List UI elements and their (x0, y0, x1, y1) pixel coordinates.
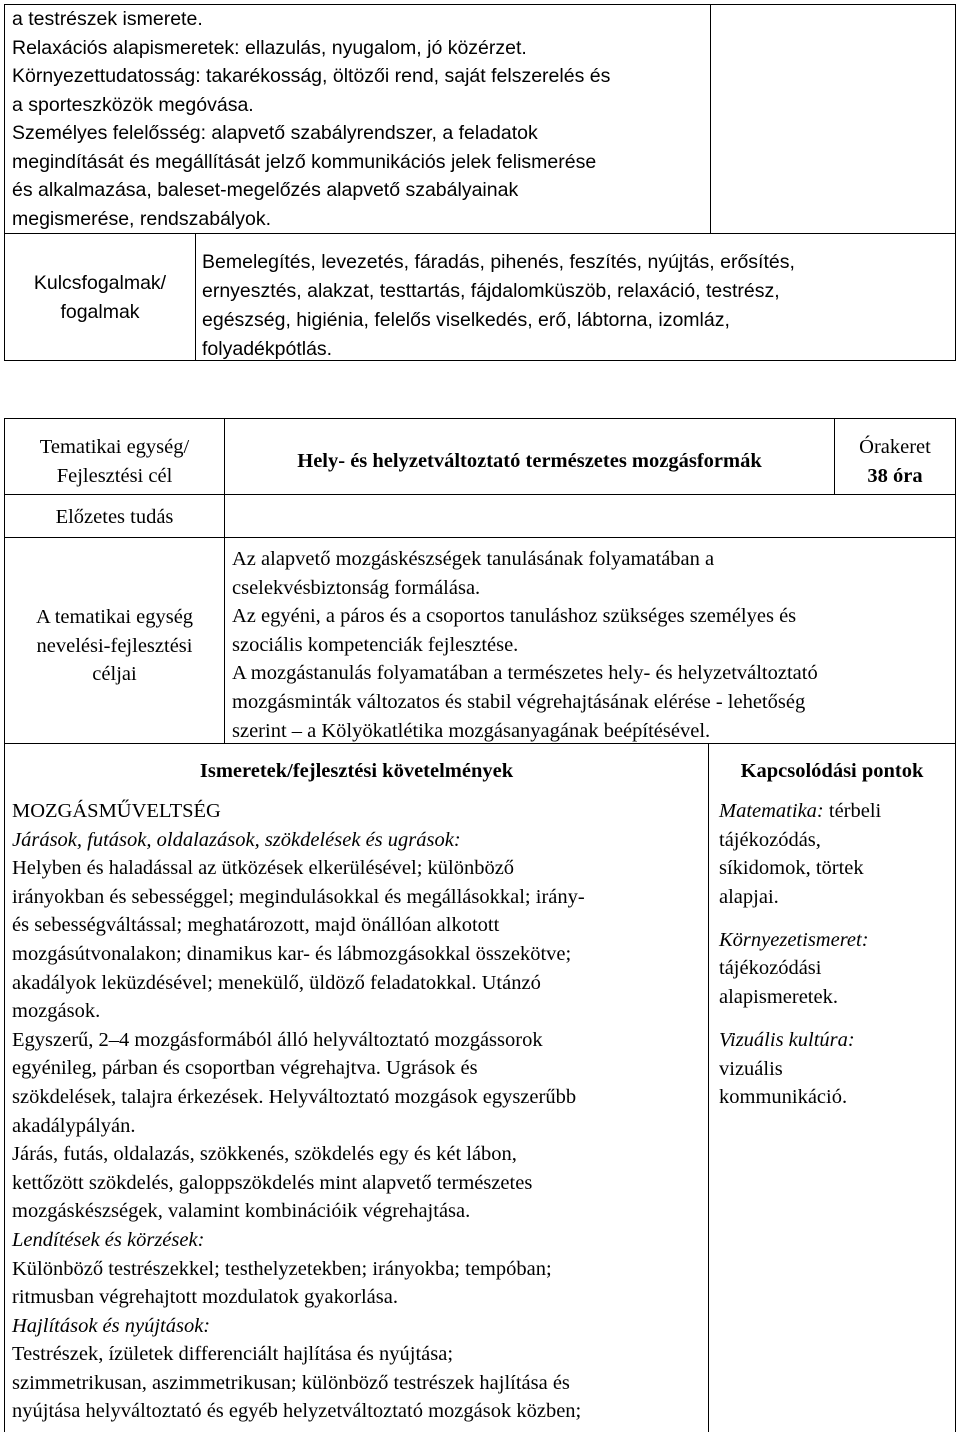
requirements-line: egyénileg, párban és csoportban végrehajtva. Ugrások és (12, 1057, 478, 1080)
table2-row-divider (4, 494, 956, 495)
section1-content (12, 5, 610, 233)
requirements-header: Ismeretek/fejlesztési követelmények (199, 760, 514, 782)
requirements-subheading: Járások, futások, oldalazások, szökdelések és ugrások: (12, 828, 461, 851)
connections-content (719, 797, 881, 1112)
concepts-line: Bemelegítés, levezetés, fáradás, pihenés, feszítés, nyújtás, erősítés, (202, 251, 795, 273)
goals-label: A tematikai egység nevelési-fejlesztési céljai (35, 606, 194, 686)
requirements-line: Testrészek, ízületek differenciált hajlítása és nyújtása; (12, 1343, 454, 1366)
goals-line: szerint – a Kölyökatlétika mozgásanyagának beépítésével. (232, 719, 711, 742)
requirements-line: Járás, futás, oldalazás, szökkenés, szökdelés egy és két lábon, (12, 1143, 517, 1166)
table1-top-divider (710, 4, 711, 234)
connection-item (719, 797, 881, 911)
requirements-line: és sebességváltással; meghatározott, majd önállóan alkotott (12, 914, 500, 937)
connection-item (719, 926, 881, 1012)
content-line: és alkalmazása, baleset-megelőzés alapvető szabályainak (12, 179, 519, 201)
goals-line: A mozgástanulás folyamatában a természetes hely- és helyzetváltoztató (232, 662, 818, 685)
requirements-content (12, 797, 585, 1426)
content-line: megindítását és megállítását jelző kommunikációs jelek felismerése (12, 150, 597, 173)
connection-text: térbeli (823, 800, 882, 822)
hours-label: Órakeret (859, 436, 931, 458)
requirements-line: Különböző testrészekkel; testhelyzetekben; irányokba; tempóban; (12, 1257, 552, 1280)
content-line: a testrészek ismerete. (12, 8, 203, 30)
requirements-line: Egyszerű, 2–4 mozgásformából álló helyváltoztató mozgássorok (12, 1028, 543, 1051)
requirements-line: mozgáskészségek, valamint kombinációik végrehajtása. (12, 1200, 471, 1223)
requirements-line: nyújtása helyváltoztató és egyéb helyzetváltoztató mozgások közben; (12, 1400, 582, 1423)
unit-label: Tematikai egység/ Fejlesztési cél (39, 436, 190, 487)
goals-line: Az alapvető mozgáskészségek tanulásának folyamatában a (232, 548, 715, 570)
content-line: Relaxációs alapismeretek: ellazulás, nyugalom, jó közérzet. (12, 36, 527, 59)
table1-row-divider (4, 233, 956, 234)
requirements-line: akadályok leküzdésével; menekülő, üldöző feladatokkal. Utánzó (12, 971, 541, 994)
prior-knowledge-label: Előzetes tudás (55, 506, 174, 528)
connection-text: síkidomok, törtek (719, 857, 864, 880)
hours-cell (835, 433, 955, 490)
requirements-line: szimmetrikusan, aszimmetrikusan; különböző testrészek hajlítása és (12, 1371, 570, 1394)
concepts-line: egészség, higiénia, felelős viselkedés, erő, lábtorna, izomláz, (202, 309, 730, 331)
requirements-line: akadálypályán. (12, 1114, 136, 1137)
connection-subject: Vizuális kultúra: (719, 1028, 855, 1051)
content-line: Személyes felelősség: alapvető szabályrendszer, a feladatok (12, 122, 538, 144)
goals-line: Az egyéni, a páros és a csoportos tanuláshoz szükséges személyes és (232, 605, 797, 628)
connection-text: tájékozódás, (719, 828, 821, 851)
content-line: a sporteszközök megóvása. (12, 93, 254, 116)
content-line: megismerése, rendszabályok. (12, 207, 272, 230)
requirements-line: Helyben és haladással az ütközések elkerülésével; különböző (12, 857, 515, 880)
requirements-line: mozgások. (12, 1000, 101, 1023)
connection-text: tájékozódási (719, 957, 822, 980)
connection-item (719, 1026, 881, 1112)
table2-connections-divider (708, 743, 709, 1432)
requirements-line: szökdelések, talajra érkezések. Helyváltoztató mozgások egyszerűbb (12, 1085, 577, 1108)
requirements-subheading: Hajlítások és nyújtások: (12, 1314, 211, 1337)
goals-line: szociális kompetenciák fejlesztése. (232, 633, 519, 656)
goals-line: cselekvésbiztonság formálása. (232, 576, 481, 599)
requirements-line: irányokban és sebességgel; megindulásokkal és megállásokkal; irány- (12, 885, 585, 908)
goals-line: mozgásminták változatos és stabil végrehajtásának elérése - lehetőség (232, 690, 806, 713)
concepts-line: folyadékpótlás. (202, 338, 333, 360)
table2-top-border (4, 418, 956, 419)
hours-value: 38 óra (867, 464, 923, 487)
connection-subject: Matematika: (719, 800, 824, 822)
requirements-subheading: Lendítések és körzések: (12, 1228, 205, 1251)
requirements-line: mozgásútvonalakon; dinamikus kar- és lábmozgásokkal összekötve; (12, 942, 572, 965)
goals-content (232, 545, 818, 745)
key-concepts-content (202, 248, 795, 364)
connection-text: alapjai. (719, 885, 779, 908)
unit-title: Hely- és helyzetváltoztató természetes mozgásformák (297, 450, 762, 472)
table2-row-divider (4, 537, 956, 538)
key-concepts-label: Kulcsfogalmak/ fogalmak (33, 272, 167, 323)
table2-right-border (955, 418, 956, 1432)
connection-subject: Környezetismeret: (719, 928, 869, 951)
requirements-line: MOZGÁSMŰVELTSÉG (12, 800, 221, 822)
connections-header: Kapcsolódási pontok (740, 760, 924, 782)
connection-text: vizuális (719, 1057, 783, 1080)
table1-right-border (955, 4, 956, 361)
table1-bottom-divider (195, 233, 196, 361)
concepts-line: ernyesztés, alakzat, testtartás, fájdalomküszöb, relaxáció, testrész, (202, 280, 780, 302)
requirements-line: kettőzött szökdelés, galoppszökdelés mint alapvető természetes (12, 1171, 533, 1194)
connection-text: kommunikáció. (719, 1086, 848, 1109)
connection-text: alapismeretek. (719, 985, 838, 1008)
content-line: Környezettudatosság: takarékosság, öltözői rend, saját felszerelés és (12, 65, 611, 87)
table2-left-border (4, 418, 5, 1432)
requirements-line: ritmusban végrehajtott mozdulatok gyakorlása. (12, 1286, 398, 1309)
